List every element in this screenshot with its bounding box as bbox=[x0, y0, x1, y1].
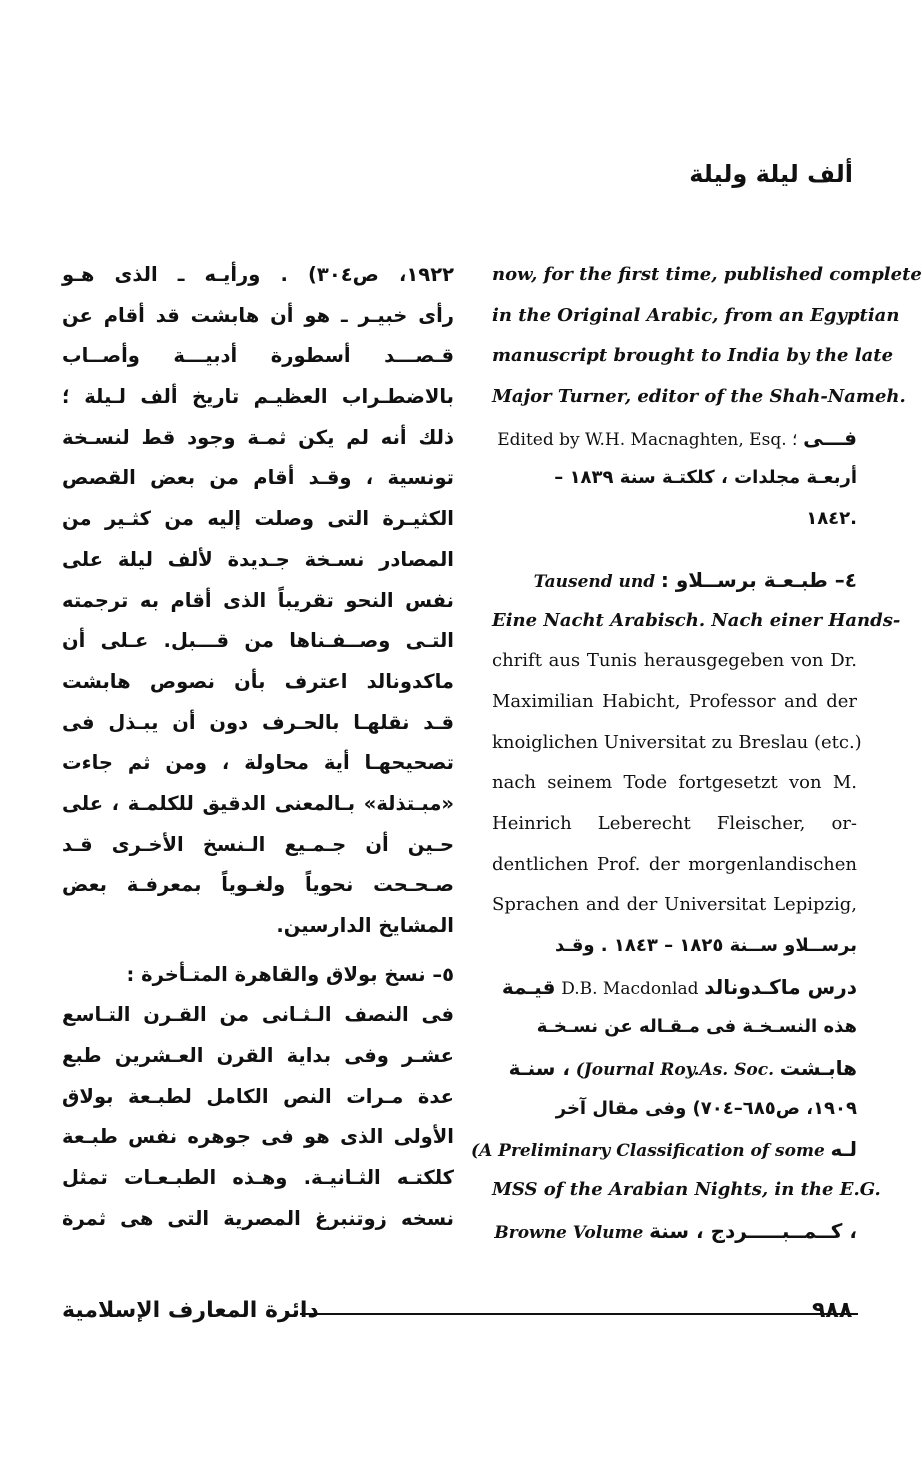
text-line: ماكدونالد اعترف بأن نصوص هابشت bbox=[62, 669, 454, 693]
text-fragment-latin: Tausend und bbox=[533, 571, 656, 592]
text-line: حـين أن جـمـيع الـنسخ الأخـرى قـد bbox=[62, 832, 454, 856]
text-line bbox=[492, 418, 857, 459]
text-fragment-latin: D.B. Macdonlad bbox=[561, 978, 699, 999]
text-fragment-latin: (Journal Roy.As. Soc. bbox=[575, 1060, 775, 1081]
text-line: كلكتـه الثـانيـة. وهـذه الطبـعـات تمثل bbox=[62, 1166, 454, 1190]
text-line: المصادر نسـخة جـديدة لألف ليلة على bbox=[62, 547, 454, 571]
text-line: تونسية ، وقـد أقام من بعض القصص bbox=[62, 466, 454, 490]
right-column bbox=[62, 255, 454, 1240]
text-fragment-arabic: هابـشت bbox=[779, 1056, 857, 1081]
text-line: Heinrich Leberecht Fleischer, or- bbox=[492, 812, 857, 834]
text-line: تصحيحهـا أية محاولة ، ومن ثم جاءت bbox=[62, 751, 454, 775]
text-line: المشايخ الدارسين. bbox=[276, 914, 454, 937]
text-line bbox=[492, 1211, 857, 1252]
text-line bbox=[471, 1129, 857, 1170]
text-fragment-arabic: ، سنـة bbox=[508, 1056, 570, 1081]
text-line: نسخه زوتنبرغ المصرية التى هى ثمرة bbox=[62, 1206, 454, 1230]
page-number: ٩٨٨ bbox=[812, 1298, 853, 1323]
running-title: ألف ليلة وليلة bbox=[689, 160, 853, 188]
text-line: MSS of the Arabian Nights, in the E.G. bbox=[492, 1179, 881, 1201]
text-line: nach seinem Tode fortgesetzt von M. bbox=[492, 772, 857, 794]
text-fragment-latin: Edited by W.H. Macnaghten, Esq. ؛ bbox=[497, 429, 798, 450]
text-fragment-arabic: قيـمة bbox=[501, 974, 556, 999]
text-line: chrift aus Tunis herausgegeben von Dr. bbox=[492, 650, 857, 672]
text-line: dentlichen Prof. der morgenlandischen bbox=[492, 853, 857, 875]
text-line: رأى خبيـر ـ هو أن هابشت قد أقام عن bbox=[62, 303, 454, 327]
text-line: manuscript brought to India by the late bbox=[492, 345, 894, 367]
text-fragment-arabic: درس ماكـدونالد bbox=[704, 974, 857, 999]
text-line: in the Original Arabic, from an Egyptian bbox=[492, 304, 900, 326]
text-line: ذلك أنه لم يكن ثمـة وجود قط لنسـخة bbox=[62, 425, 454, 449]
text-line: Maximilian Habicht, Professor and der bbox=[492, 690, 857, 712]
text-line: Eine Nacht Arabisch. Nach einer Hands- bbox=[492, 609, 901, 631]
text-line bbox=[492, 1048, 857, 1089]
text-line: التـى وصــفـناها من قـــبل. عـلى أن bbox=[62, 629, 454, 653]
text-fragment-latin: Browne Volume bbox=[494, 1222, 644, 1243]
text-fragment-latin: (A Preliminary Classification of some bbox=[471, 1141, 825, 1162]
text-line: now, for the first time, published complete bbox=[492, 264, 922, 285]
text-line: قـصـــد أسطورة أدبيـــة وأصــاب bbox=[62, 344, 454, 368]
text-line: عشـر وفى بداية القرن العـشرين طبع bbox=[62, 1044, 454, 1068]
text-line: الأولى الذى هو فى جوهره نفس طبـعة bbox=[62, 1125, 454, 1149]
text-line: Major Turner, editor of the Shah-Nameh. bbox=[492, 386, 906, 408]
text-line: الكثيـرة التى وصلت إليه من كثـير من bbox=[62, 507, 454, 531]
text-line: برســلاو ســنة ١٨٢٥ – ١٨٤٣ . وقـد bbox=[555, 935, 857, 956]
text-line: «مبـتذلة» بـالمعنى الدقيق للكلمـة ، على bbox=[62, 791, 454, 815]
text-fragment-arabic: ، كــمــبـــــردج ، سنة bbox=[649, 1218, 857, 1243]
section-heading-5: ٥– نسخ بولاق والقاهرة المتـأخرة : bbox=[126, 962, 454, 986]
text-line: knoiglichen Universitat zu Breslau (etc.) bbox=[492, 731, 862, 753]
text-fragment-arabic: فـــى bbox=[803, 425, 857, 450]
text-line: عدة مـرات النص الكامل لطبـعة بولاق bbox=[62, 1084, 454, 1108]
text-line: صـحـحت نحوياً ولغـوياً بمعرفـة بعض bbox=[62, 873, 454, 897]
text-line: ١٩٠٩، ص٦٨٥–٧٠٤) وفى مقال آخر bbox=[555, 1097, 857, 1119]
text-line: Sprachen and der Universitat Lepipzig, bbox=[492, 894, 857, 916]
text-line: .١٨٤٢ bbox=[806, 508, 857, 530]
text-fragment-arabic: لـه bbox=[830, 1137, 857, 1162]
publication-title: دائرة المعارف الإسلامية bbox=[62, 1298, 319, 1323]
text-line bbox=[492, 967, 857, 1008]
text-line: فى النصف الـثـانى من القـرن التـاسع bbox=[62, 1003, 454, 1027]
footer-rule bbox=[300, 1313, 858, 1315]
text-line: قـد نقلهـا بالحـرف دون أن يبـذل فى bbox=[62, 710, 454, 734]
text-line: بالاضطـراب العظيـم تاريخ ألف لـيلة ؛ bbox=[62, 385, 454, 409]
text-line: أربعـة مجلدات ، كلكتـة سنة ١٨٣٩ – bbox=[554, 467, 857, 489]
text-line: ١٩٢٢، ص٣٠٤) . ورأيـه ـ الذى هـو bbox=[62, 263, 454, 286]
left-column bbox=[471, 255, 922, 1252]
text-line bbox=[492, 560, 857, 601]
text-line: نفس النحو تقريباً الذى أقام به ترجمته bbox=[62, 588, 454, 612]
section-heading-4: ٤– طبـعـة برســلاو : bbox=[660, 567, 857, 592]
text-line: هذه النسـخـة فى مـقـاله عن نسـخـة bbox=[536, 1016, 857, 1038]
